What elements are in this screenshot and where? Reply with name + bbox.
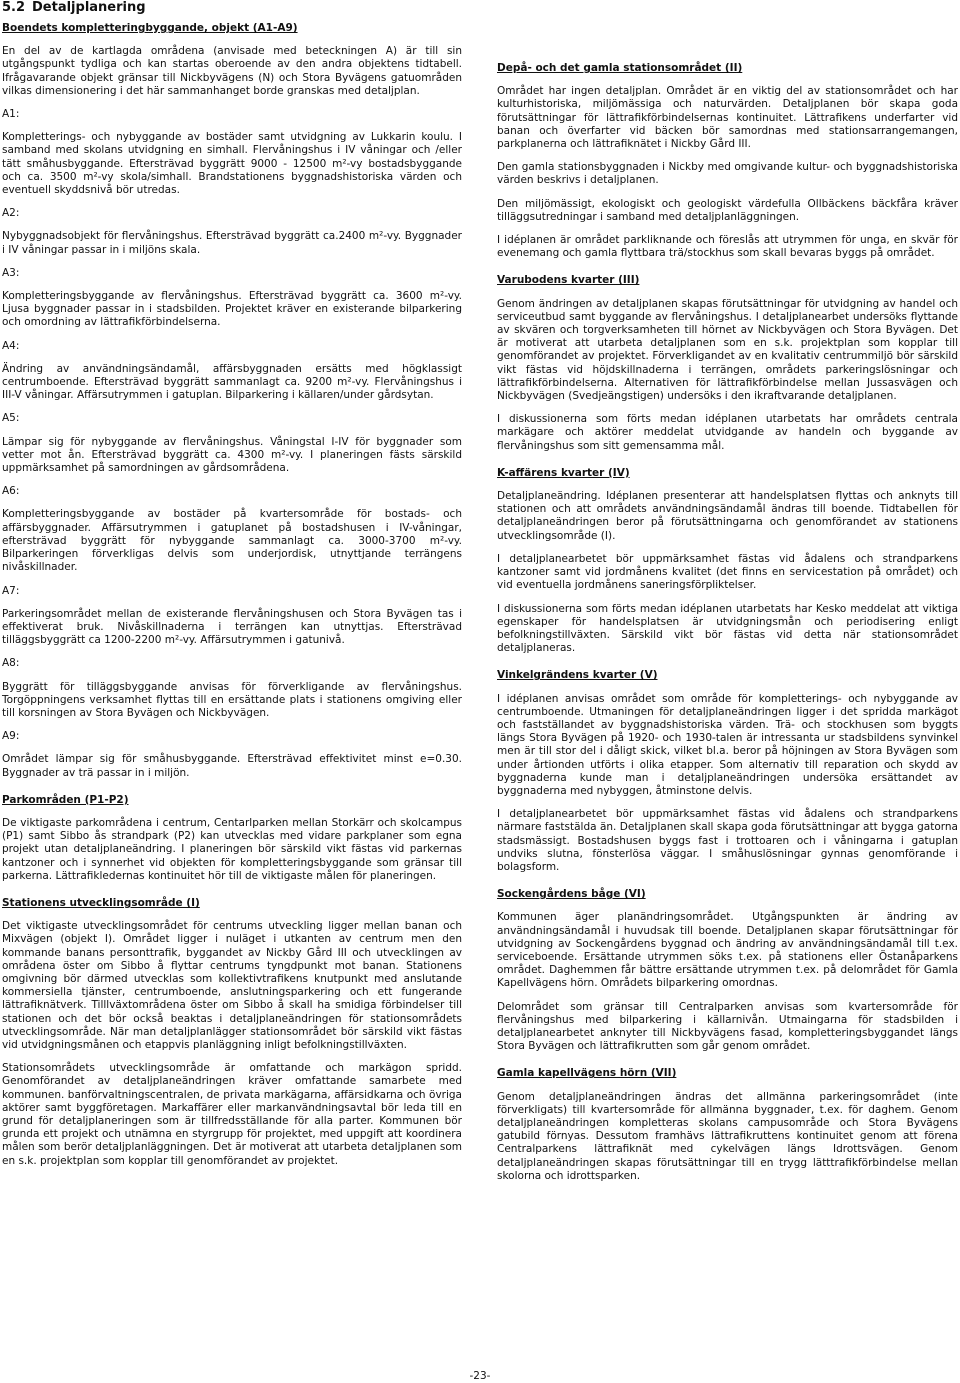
paragraph-vinkel-2: I detaljplanearbetet bör uppmärksamhet fästas vid ådalens och strandparkens närmare faststälda än. Detaljplanen skall skapa goda förutsättningar att bygga gatorna stadsmässigt. Bostadshusen byggs fast i trottoaren och i våningarna i gatuplan undviks slutna, fönsterlösa väggar. I småhuslösningar gynnas genomförande i bolagsform. <box>497 808 958 873</box>
heading-socken: Sockengårdens båge (VI) <box>497 888 646 901</box>
paragraph-a3: Kompletteringsbyggande av flervåningshus. Eftersträvad byggrätt ca. 3600 m²-vy. Ljusa byggnader passar in i stadsbilden. Projektet kräver en existerande bilparkering och omordning av lättrafikförbindelserna. <box>2 290 462 329</box>
label-a8: A8: <box>2 657 20 670</box>
paragraph-depa-1: Området har ingen detaljplan. Området är en viktig del av stationsområdet och har kulturhistoriska, miljömässiga och naturvärden. Detaljplanen bör skapa goda förutsättningar för lättrafikförbindelsernas kontinuitet. Lättrafikens underfarter vid banan och överfarter vid bäcken bör samordnas med stationsarrangemangen, parkplanerna och lättrafiknätet i Nickby Gård III. <box>497 85 958 151</box>
paragraph-intro: En del av de kartlagda områdena (anvisade med beteckningen A) är till sin utgångspunkt tydliga och kan startas oberoende av den andra objektens tidtabell. Ifrågavarande objekt gränsar till Nickbyvägens (N) och Stora Byvägens gatuområden vilkas dimensionering i det här sammanhanget borde granskas med detaljplan. <box>2 45 462 97</box>
section-heading: Detaljplanering <box>32 0 146 15</box>
paragraph-park: De viktigaste parkområdena i centrum, Centarlparken mellan Storkärr och skolcampus (P1) samt Sibbo ås strandpark (P2) kan utvecklas med vidare parkplaner som egna projekt utan detaljplaneändring. I planeringen bör särskild vikt fästas vid parkernas kantzoner och i synnerhet vid objekten för kompletteringsbyggande som gränsar till parkerna. Lättrafikledernas kontinuitet hör till de viktigaste målen för planeringen. <box>2 816 462 882</box>
paragraph-a7: Parkeringsområdet mellan de existerande flervåningshusen och Stora Byvägen tas i effektiverat bruk. Nivåskillnaderna i terrängen kan utnyttjas. Eftersträvad tilläggsbyggrätt ca 1200-2200 m²-vy. Affärsutrymmen i gatunivå. <box>2 607 462 647</box>
paragraph-depa-4: I idéplanen är området parkliknande och föreslås att utrymmen för unga, en skvär för evenemang och gamla flyttbara trä/stockhus som skall bevaras byggs på området. <box>497 234 958 260</box>
paragraph-a9: Området lämpar sig för småhusbyggande. Eftersträvad effektivitet minst e=0.30. Byggnader av trä passar in i miljön. <box>2 753 462 779</box>
heading-boende: Boendets kompletteringbyggande, objekt (A1-A9) <box>2 22 298 34</box>
label-a6: A6: <box>2 485 20 498</box>
paragraph-kaff-1: Detaljplaneändring. Idéplanen presenterar att handelsplatsen flyttas och anknyts till stationen och att områdets användningsändamål ändras till boende. Tidtabellen för detaljplaneändringen beror på förutsättningarna och genomförandet av stationens utvecklingsområde (I). <box>497 490 958 542</box>
heading-park: Parkområden (P1-P2) <box>2 793 129 806</box>
paragraph-kaff-2: I detaljplanearbetet bör uppmärksamhet fästas vid ådalens och strandparkens kantzoner samt vid jordmånens kvalitet (det finns en servicestation på området) och vid eventuella jordmånens saneringsförpliktelser. <box>497 552 958 592</box>
paragraph-vinkel-1: I idéplanen anvisas området som område för kompletterings- och nybyggande av centrumboende. Utmaningen för detaljplaneändringen ligger i det spridda markägot och fastställandet av byggnadshistoriska värden. Trä- och stockhusen som byggts längs Stora Byvägen på 1920- och 1930-talen är intressanta ur stadsbildens synvinkel men är till stor del i dåligt skick, vilket bl.a. beror på höjningen av Stora Byvägen som under årtionden utförts i olika etapper. Som alternativ till reparation och skydd av byggnaderna kunde man i detaljplaneändringen undersöka ersättandet av byggnaderna med nybyggen, åtminstone delvis. <box>497 692 958 797</box>
page-number: -23- <box>469 1370 491 1382</box>
paragraph-a4: Ändring av användningsändamål, affärsbyggnaden ersätts med högklassigt centrumboende. Eftersträvad byggrätt sammanlagt ca. 9200 m²-vy. Flervåningshus i III-V våningar. Affärsutrymmen i gatuplan. Bilparkering i källaren/under gårdsytan. <box>2 362 462 402</box>
heading-depa: Depå- och det gamla stationsområdet (II) <box>497 62 743 74</box>
label-a9: A9: <box>2 730 20 743</box>
paragraph-depa-3: Den miljömässigt, ekologiskt och geologiskt värdefulla Ollbäckens bäckfåra kräver tilläggsutredningar i samband med detaljplanläggningen. <box>497 197 958 223</box>
section-title <box>2 0 146 15</box>
paragraph-a5: Lämpar sig för nybyggande av flervåningshus. Våningstal I-IV för byggnader som vetter mot ån. Eftersträvad byggrätt ca. 4300 m²-vy. I planeringen fästs särskild uppmärksamhet på samordningen av gårdsområdena. <box>2 435 462 475</box>
label-a1: A1: <box>2 108 20 121</box>
label-a7: A7: <box>2 584 20 597</box>
paragraph-socken-1: Kommunen äger planändringsområdet. Utgångspunkten är ändring av användningsändamål i huvudsak till boende. Detaljplanen skapar förutsättningar för utvidgning av Sockengårdens byggnad och ändring av användningsändamål till t.ex. serviceboende. Ersättande utrymmen söks t.ex. på stationens eller Östanåparkens området. Daghemmen får bättre ersättande utrymmen t.ex. på delområdet för Gamla Kapellvägens hörn. Områdets bilparkering omordnas. <box>497 911 958 990</box>
left-column <box>2 22 462 1178</box>
paragraph-station-1: Det viktigaste utvecklingsområdet för centrums utveckling ligger mellan banan och Mixvägen (objekt I). Området ligger i nuläget i utkanten av centrum men den kommande banans personttrafik, byggandet av Nickby Gård III och utvecklingen av områdena öster om Sibbo å flyttar centrums tyngdpunkt mot banan. Stationens omgivning bör därmed utvecklas som kollektivtrafikens knutpunkt med anslutande kommersiella tjänster, centrumboende, anslutningsparkering och ett fungerande lättrafiknätverk. Tilllväxtområdena öster om Sibbo å skall ha smidiga förbindelser till stationen och det bör också beaktas i detaljplaneändringen för stationsområdets utvecklingsområde. När man detaljplanlägger stationsområdet bör särskild vikt fästas vid utvidgningsmånen och etappvis planläggning inligt befolkningstillväxten. <box>2 920 462 1051</box>
label-a3: A3: <box>2 266 20 279</box>
paragraph-a1: Kompletterings- och nybyggande av bostäder samt utvidgning av Lukkarin koulu. I samband med skolans utvidgning en simhall. Flervåningshus i IV våningar och /eller tätt småhusbyggande. Eftersträvad byggrätt 9000 - 12500 m²-vy bostadsbyggande och ca. 3500 m²-vy skola/simhall. Brandstationens byggnadshistoriska värden och eventuell skyddsnivå bör utredas. <box>2 131 462 197</box>
paragraph-depa-2: Den gamla stationsbyggnaden i Nickby med omgivande kultur- och byggnadshistoriska värden beskrivs i detaljplanen. <box>497 161 958 187</box>
heading-station: Stationens utvecklingsområde (I) <box>2 896 200 909</box>
paragraph-socken-2: Delområdet som gränsar till Centralparken anvisas som kvartersområde för flervåningshus med bilparkering i källarnivån. Utmaingarna för stadsbilden i detaljplanearbetet anknyter till Nickbyvägens fasad, kompletteringsbyggandet längs Stora Byvägen och lättrafikrutten som går genom området. <box>497 1000 958 1053</box>
right-column <box>497 62 958 1193</box>
paragraph-a8: Byggrätt för tilläggsbyggande anvisas för förverkligande av flervåningshus. Torgöppningens verksamhet flyttas till en ersättande plats i stationens omgiving eller till korsningen av Stora Byvägen och Nickbyvägen. <box>2 680 462 719</box>
heading-varu: Varubodens kvarter (III) <box>497 274 640 287</box>
label-a5: A5: <box>2 412 20 425</box>
paragraph-a2: Nybyggnadsobjekt för flervåningshus. Eftersträvad byggrätt ca.2400 m²-vy. Byggnader i IV våningar passar in i miljöns skala. <box>2 230 462 256</box>
paragraph-kaff-3: I diskussionerna som förts medan idéplanen utarbetats har Kesko meddelat att viktiga egenskaper för handelsplatsen är utvidgningsmån och periodisering enligt befolkningstillväxten. Särskild vikt bör fästas vid detta när stationsområdet detaljplaneras. <box>497 602 958 655</box>
paragraph-varu-2: I diskussionerna som förts medan idéplanen utarbetats har områdets centrala markägare och aktörer meddelat utvidgande av handeln och byggande av flervåningshus som sitt gemensamma mål. <box>497 413 958 452</box>
label-a4: A4: <box>2 339 20 352</box>
paragraph-a6: Kompletteringsbyggande av bostäder på kvartersområde för bostads- och affärsbyggnader. Affärsutrymmen i gatuplanet på bostadshusen i IV-våningar, eftersträvad byggrätt för nybyggande sammanlagt ca. 3000-3700 m²-vy. Bilparkeringen förverkligas delvis som underjordisk, utnyttjande terrängens nivåskillnader. <box>2 508 462 574</box>
heading-kaff: K-affärens kvarter (IV) <box>497 466 630 479</box>
heading-kapell: Gamla kapellvägens hörn (VII) <box>497 1067 677 1080</box>
paragraph-varu-1: Genom ändringen av detaljplanen skapas förutsättningar för utvidgning av handel och serviceutbud samt byggande av flervåningshus. I detaljplanearbet undersöks flyttande av skvären och torgverksamheten till hörnet av Nickbyvägen och Stora Byvägen. Det är motiverat att utarbeta detaljplanen som en s.k. projektplan som kopplar till genomförandet av projektet. Förverkligandet av en kvalitativ centrummiljö bör särskild vikt fästas vid höjdskillnaderna i terrängen, områdets parkeringslösningar och lättrafikförbindelserna. Alternativen för lättrafikförbindelse mellan Jussasvägen och Nickbyvägen (Svedjeängstigen) undersöks i den ikraftvarande detaljplanen. <box>497 297 958 403</box>
section-number: 5.2 <box>2 0 26 15</box>
label-a2: A2: <box>2 207 20 220</box>
paragraph-kapell-1: Genom detaljplaneändringen ändras det allmänna parkeringsområdet (inte förverkligats) till kvartersområde för allmänna byggnader, t.ex. för daghem. Genom detaljplaneändringen kompletteras skolans campusområde och Stora Byvägens gatubild förnyas. Dessutom framhävs lättrafikruttens kontinuitet genom att förena Centralparkens lättrafiknät med cykelvägen längs Idrottsvägen. Genom detaljplaneändringen skapas förutsättningar till en trygg lätttrafikförbindelse mellan skolorna och idrottsparken. <box>497 1090 958 1182</box>
paragraph-station-2: Stationsområdets utvecklingsområde är omfattande och markägon spridd. Genomförandet av detaljplaneändringen kräver omfattande samarbete med kommunen. banförvaltningscentralen, de privata markägarna, affärsidkarna och övriga aktörer samt byggföretagen. Markaffärer eller markanvändningsavtal bör leda till en grund för detaljplaneringen som är tillfredsställande för alla parter. Kommunen bör grunda ett projekt och utnämna en styrgrupp för projektet, med uppgift att koordinera målen som berör detaljplanläggningen. Det är motiverat att utarbeta detaljplanen som en s.k. projektplan som kopplar till genomförandet av projektet. <box>2 1062 462 1167</box>
heading-vinkel: Vinkelgrändens kvarter (V) <box>497 669 658 682</box>
